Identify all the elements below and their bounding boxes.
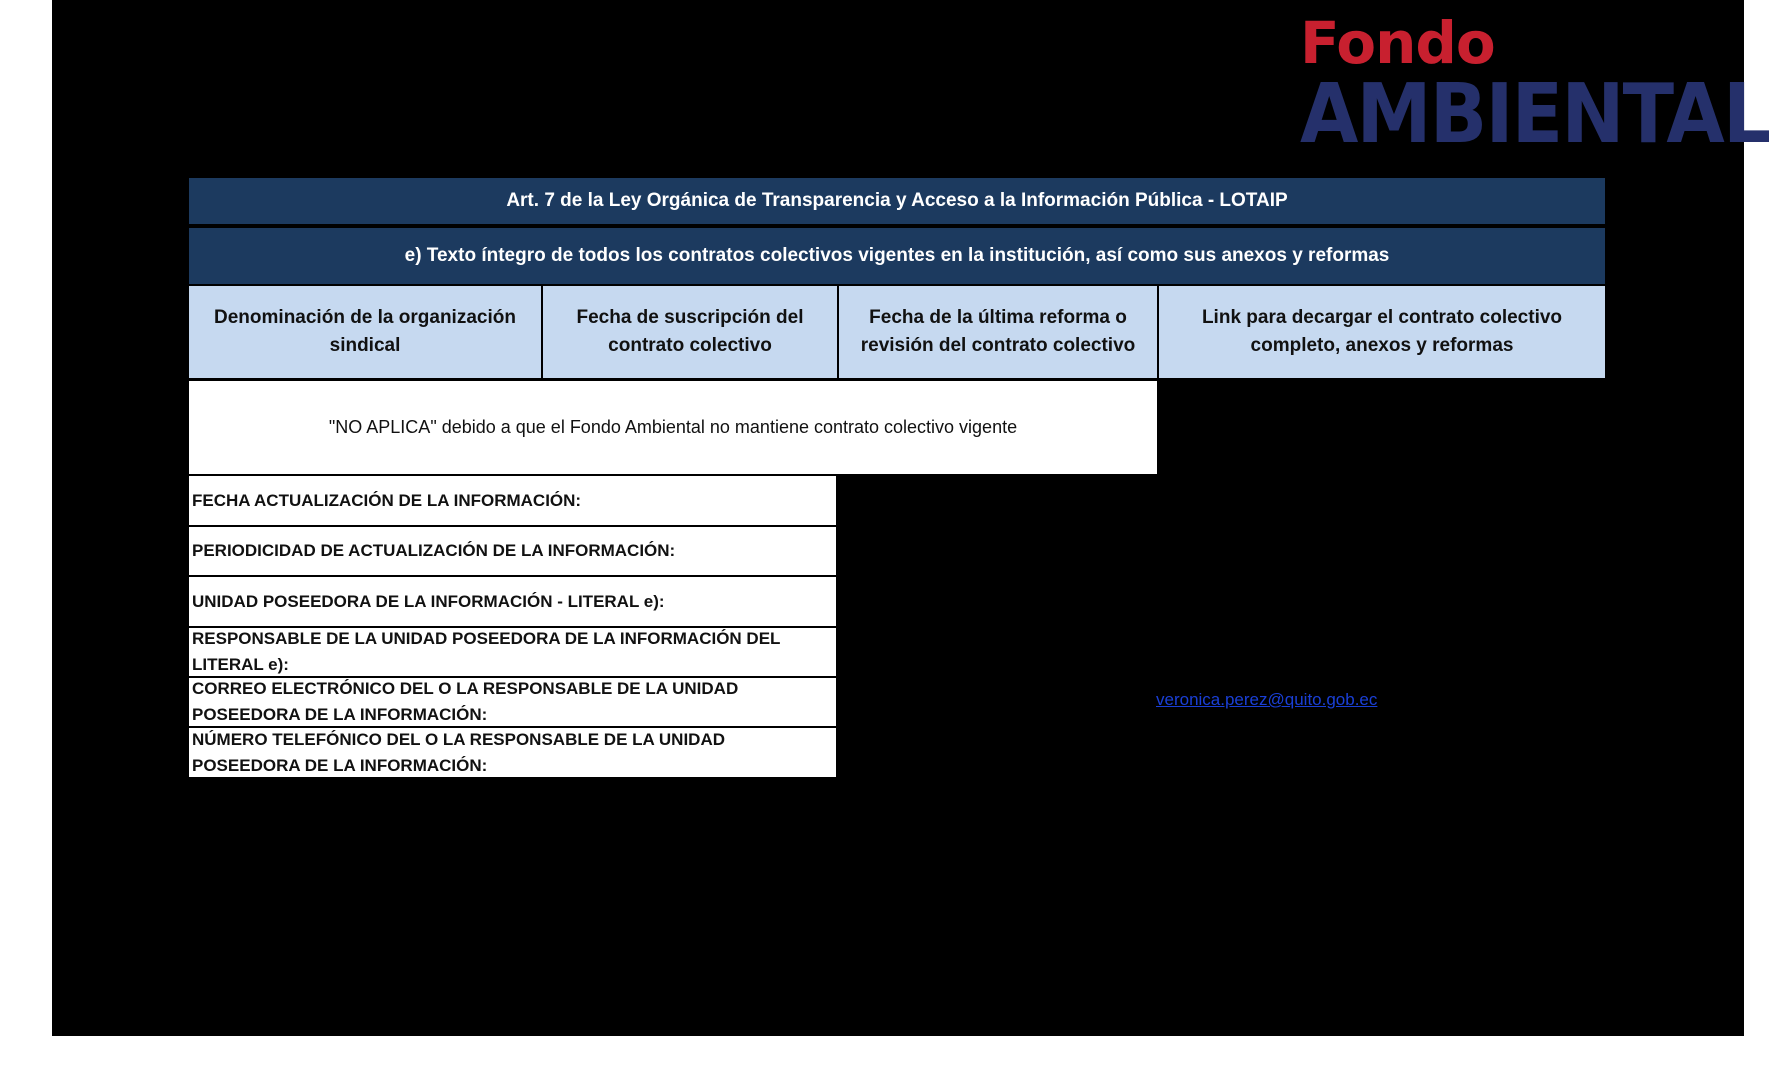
column-header-fecha-reforma: Fecha de la última reforma o revisión del contrato colectivo [839,286,1157,378]
table-subtitle: e) Texto íntegro de todos los contratos colectivos vigentes en la institución, así como sus anexos y reformas [189,228,1605,284]
label-periodicidad: PERIODICIDAD DE ACTUALIZACIÓN DE LA INFORMACIÓN: [189,527,836,575]
logo-word-fondo: Fondo [1300,9,1495,77]
label-fecha-actualizacion: FECHA ACTUALIZACIÓN DE LA INFORMACIÓN: [189,476,836,525]
responsable-email-link[interactable]: veronica.perez@quito.gob.ec [1156,690,1378,709]
label-responsable: RESPONSABLE DE LA UNIDAD POSEEDORA DE LA INFORMACIÓN DEL LITERAL e): [189,628,836,676]
table-title: Art. 7 de la Ley Orgánica de Transparencia y Acceso a la Información Pública - LOTAIP [189,178,1605,226]
no-aplica-note: "NO APLICA" debido a que el Fondo Ambiental no mantiene contrato colectivo vigente [189,381,1157,474]
label-telefono: NÚMERO TELEFÓNICO DEL O LA RESPONSABLE DE LA UNIDAD POSEEDORA DE LA INFORMACIÓN: [189,728,836,777]
logo-word-ambiental: AMBIENTAL [1300,67,1770,162]
document-page [52,0,1770,1036]
label-correo: CORREO ELECTRÓNICO DEL O LA RESPONSABLE DE LA UNIDAD POSEEDORA DE LA INFORMACIÓN: [189,678,836,726]
fondo-ambiental-logo [1300,9,1780,162]
column-header-organizacion: Denominación de la organización sindical [189,286,541,378]
column-header-fecha-suscripcion: Fecha de suscripción del contrato colectivo [543,286,837,378]
label-unidad-poseedora: UNIDAD POSEEDORA DE LA INFORMACIÓN - LITERAL e): [189,577,836,626]
column-header-link-contrato: Link para decargar el contrato colectivo completo, anexos y reformas [1159,286,1605,378]
